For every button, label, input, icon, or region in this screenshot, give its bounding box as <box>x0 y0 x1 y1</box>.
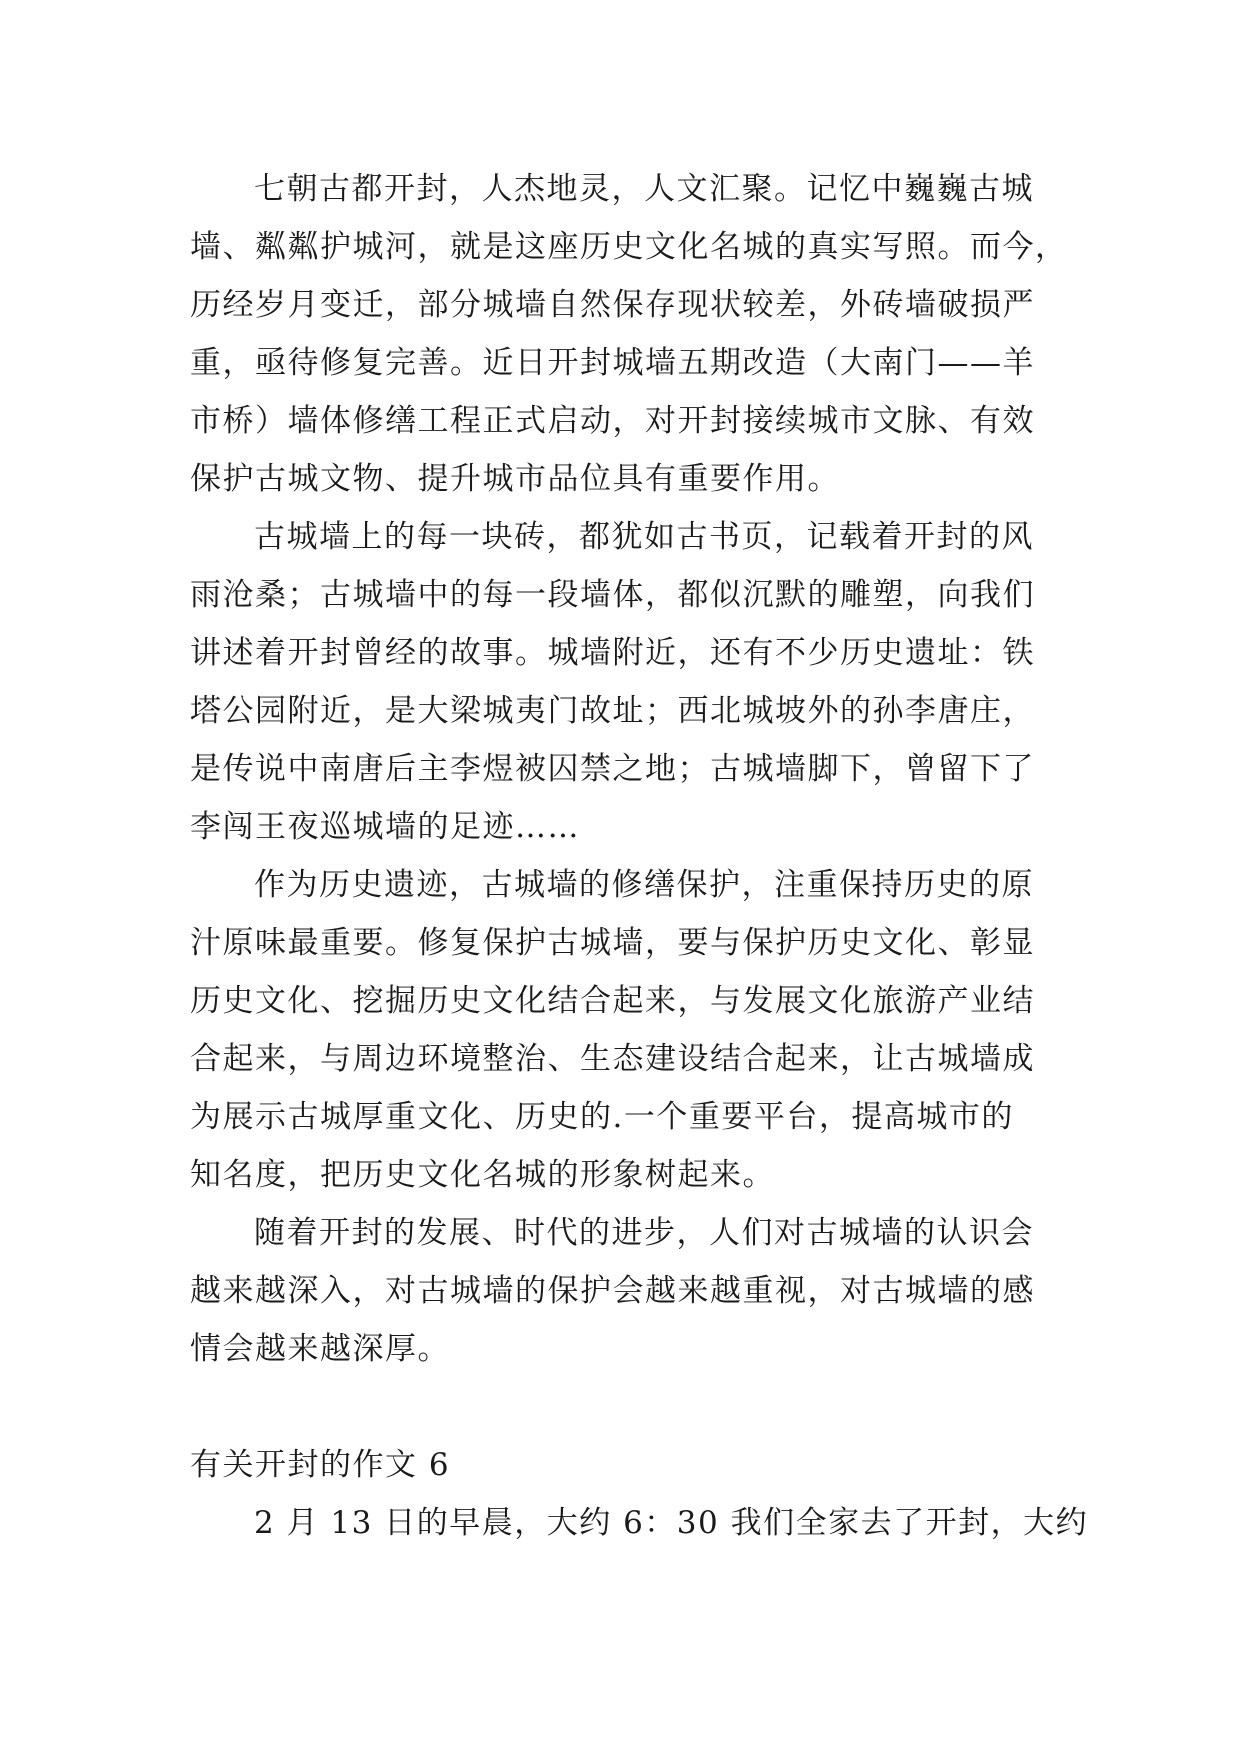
text-line: 2 月 13 日的早晨，大约 6：30 我们全家去了开封，大约 <box>254 1505 1089 1541</box>
paragraph-5 <box>190 1494 1089 1552</box>
paragraph-1 <box>190 160 1068 508</box>
text-line: 知名度，把历史文化名城的形象树起来。 <box>190 1157 775 1193</box>
text-line: 李闯王夜巡城墙的足迹…… <box>190 809 580 845</box>
text-line: 七朝古都开封，人杰地灵，人文汇聚。记忆中巍巍古城 <box>254 171 1034 207</box>
text-line: 历经岁月变迁，部分城墙自然保存现状较差，外砖墙破损严 <box>190 287 1035 323</box>
section-heading: 有关开封的作文 6 <box>190 1447 451 1483</box>
paragraph-4 <box>190 1204 1050 1378</box>
text-line: 墙、粼粼护城河，就是这座历史文化名城的真实写照。而今， <box>190 229 1068 265</box>
text-line: 为展示古城厚重文化、历史的.一个重要平台，提高城市的 <box>190 1099 1014 1135</box>
text-line: 越来越深入，对古城墙的保护会越来越重视，对古城墙的感 <box>190 1273 1035 1309</box>
text-line: 市桥）墙体修缮工程正式启动，对开封接续城市文脉、有效 <box>190 403 1035 439</box>
text-line: 古城墙上的每一块砖，都犹如古书页，记载着开封的风 <box>254 519 1034 555</box>
text-line: 保护古城文物、提升城市品位具有重要作用。 <box>190 461 840 497</box>
text-line: 合起来，与周边环境整治、生态建设结合起来，让古城墙成 <box>190 1041 1035 1077</box>
paragraph-3 <box>190 856 1050 1204</box>
blank-line <box>190 1378 1050 1436</box>
document-body <box>190 160 1089 1552</box>
text-line: 情会越来越深厚。 <box>190 1331 450 1367</box>
text-line: 随着开封的发展、时代的进步，人们对古城墙的认识会 <box>254 1215 1034 1251</box>
text-line: 是传说中南唐后主李煜被囚禁之地；古城墙脚下，曾留下了 <box>190 751 1035 787</box>
paragraph-2 <box>190 508 1050 856</box>
text-line: 雨沧桑；古城墙中的每一段墙体，都似沉默的雕塑，向我们 <box>190 577 1035 613</box>
text-line: 重，亟待修复完善。近日开封城墙五期改造（大南门——羊 <box>190 345 1035 381</box>
text-line: 塔公园附近，是大梁城夷门故址；西北城坡外的孙李唐庄， <box>190 693 1035 729</box>
text-line: 汁原味最重要。修复保护古城墙，要与保护历史文化、彰显 <box>190 925 1035 961</box>
text-line: 作为历史遗迹，古城墙的修缮保护，注重保持历史的原 <box>254 867 1034 903</box>
text-line: 历史文化、挖掘历史文化结合起来，与发展文化旅游产业结 <box>190 983 1035 1019</box>
text-line: 讲述着开封曾经的故事。城墙附近，还有不少历史遗址：铁 <box>190 635 1035 671</box>
